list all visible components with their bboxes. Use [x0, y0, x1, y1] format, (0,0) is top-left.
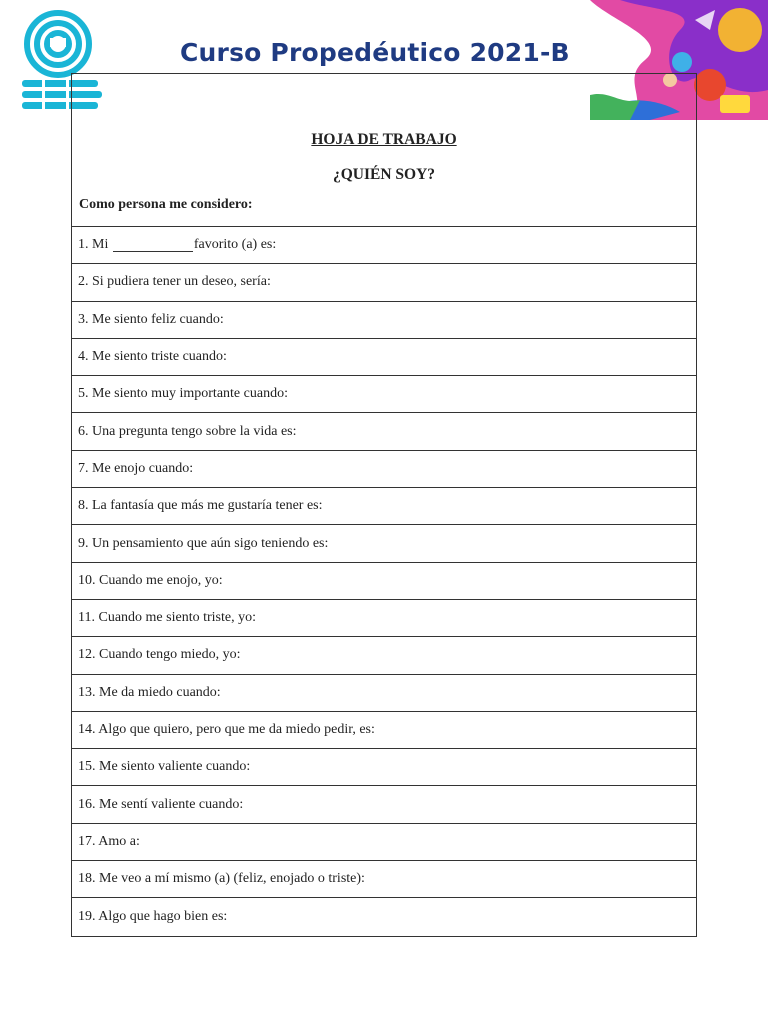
question-text: 14. Algo que quiero, pero que me da miedo pedir, es:: [78, 722, 375, 737]
question-text: 6. Una pregunta tengo sobre la vida es:: [78, 423, 297, 439]
question-text: 17. Amo a:: [78, 833, 140, 849]
question-row: [72, 712, 696, 749]
question-row: [72, 898, 696, 935]
question-row: [72, 824, 696, 861]
question-text: favorito (a) es:: [193, 237, 277, 253]
worksheet-table: [71, 73, 697, 937]
worksheet-subtitle: ¿QUIÉN SOY?: [332, 166, 436, 183]
question-text: 18. Me veo a mí mismo (a) (feliz, enojado o triste):: [78, 871, 365, 887]
question-row: [72, 600, 696, 637]
fill-in-blank: [113, 239, 193, 252]
question-text: 7. Me enojo cuando:: [78, 460, 194, 476]
question-row: [72, 413, 696, 450]
question-row: [72, 302, 696, 339]
question-text: 4. Me siento triste cuando:: [78, 349, 227, 365]
question-text: 11. Cuando me siento triste, yo:: [78, 610, 256, 626]
question-row: [72, 637, 696, 674]
question-text: 3. Me siento feliz cuando:: [78, 311, 224, 327]
question-row: [72, 488, 696, 525]
question-row: [72, 786, 696, 823]
worksheet-title: HOJA DE TRABAJO: [311, 131, 457, 148]
question-text: 8. La fantasía que más me gustaría tener es:: [78, 498, 323, 514]
question-text: 12. Cuando tengo miedo, yo:: [78, 647, 241, 663]
question-row: [72, 227, 696, 264]
question-row: [72, 861, 696, 898]
question-row: [72, 339, 696, 376]
question-text: 5. Me siento muy importante cuando:: [78, 386, 288, 402]
question-row: [72, 749, 696, 786]
question-text: 2. Si pudiera tener un deseo, sería:: [78, 274, 271, 290]
worksheet-intro: Como persona me considero:: [79, 197, 253, 212]
question-row: [72, 675, 696, 712]
question-text: 15. Me siento valiente cuando:: [78, 759, 251, 775]
question-text: 19. Algo que hago bien es:: [78, 908, 228, 924]
worksheet-header: [72, 74, 696, 227]
question-row: [72, 525, 696, 562]
question-row: [72, 563, 696, 600]
question-text: 1. Mi: [78, 237, 109, 253]
course-title: Curso Propedéutico 2021-B: [180, 38, 570, 67]
question-text: 13. Me da miedo cuando:: [78, 684, 221, 700]
question-text: 9. Un pensamiento que aún sigo teniendo es:: [78, 535, 329, 551]
question-text: 16. Me sentí valiente cuando:: [78, 796, 244, 812]
question-row: [72, 264, 696, 301]
question-row: [72, 451, 696, 488]
question-row: [72, 376, 696, 413]
question-text: 10. Cuando me enojo, yo:: [78, 572, 223, 588]
